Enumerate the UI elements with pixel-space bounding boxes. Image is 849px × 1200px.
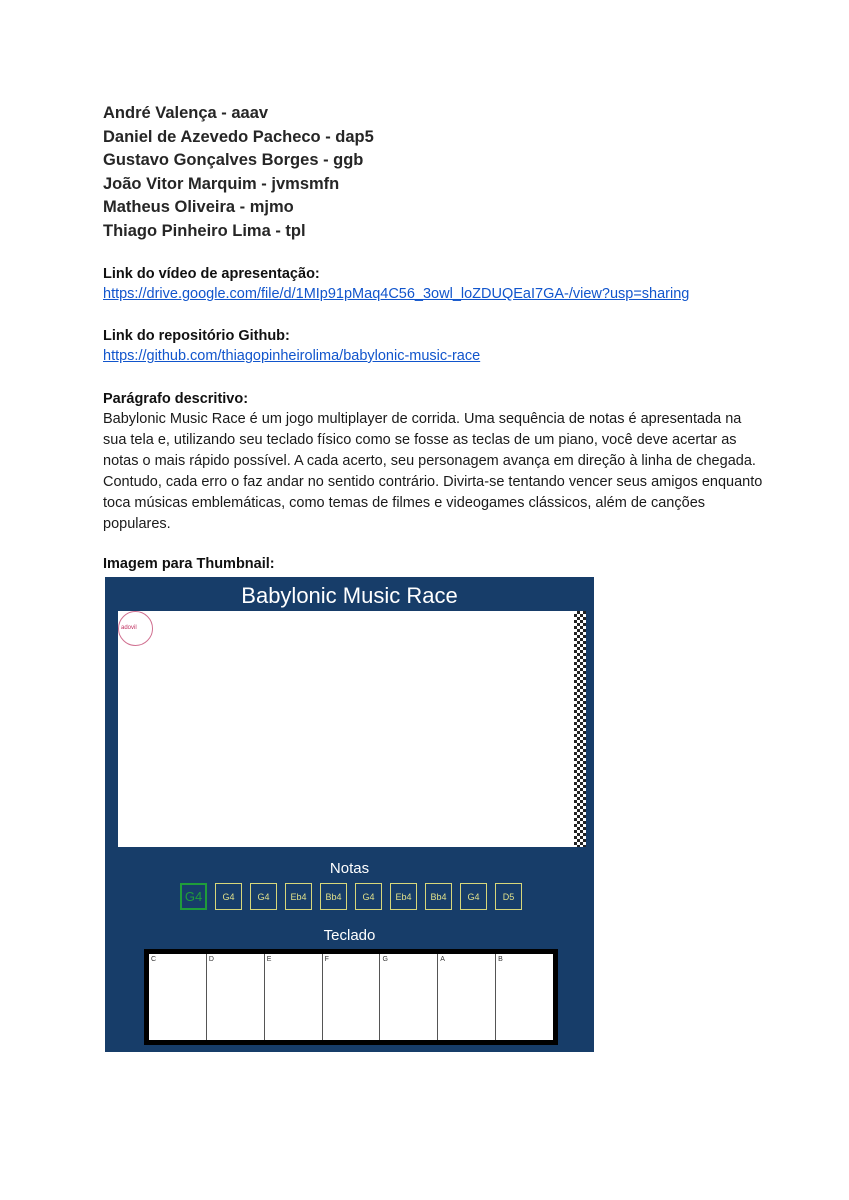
video-link[interactable]: https://drive.google.com/file/d/1MIp91pMaq4C56_3owl_loZDUQEaI7GA-/view?usp=sharing xyxy=(103,286,690,302)
piano-key-b[interactable] xyxy=(496,954,553,1040)
piano-key-label: C xyxy=(151,956,157,963)
piano-keyboard xyxy=(144,949,558,1045)
member-name: André Valença - aaav xyxy=(103,104,269,122)
piano-key-label: A xyxy=(440,956,445,963)
piano-key-a[interactable] xyxy=(438,954,496,1040)
description-paragraph: Babylonic Music Race é um jogo multiplayer de corrida. Uma sequência de notas é apresentada na sua tela e, utilizando seu teclado físico como se fosse as teclas de um piano, você deve acertar as notas o mais rápido possível. A cada acerto, seu personagem avança em direção à linha de chegada. Contudo, cada erro o faz andar no sentido contrário. Divirta-se tentando vencer seus amigos enquanto toca músicas emblemáticas, como temas de filmes e videogames clássicos, além de canções populares. xyxy=(103,411,763,532)
note: D5 xyxy=(495,883,522,910)
note: Eb4 xyxy=(390,883,417,910)
piano-key-g[interactable] xyxy=(380,954,438,1040)
piano-key-label: E xyxy=(266,956,272,963)
current-note: G4 xyxy=(180,883,207,910)
member-name: Thiago Pinheiro Lima - tpl xyxy=(103,221,306,240)
note: G4 xyxy=(355,883,382,910)
piano-key-c[interactable] xyxy=(149,954,207,1040)
thumbnail-heading: Imagem para Thumbnail: xyxy=(103,556,275,572)
member-list xyxy=(103,102,374,243)
description-section xyxy=(103,389,763,535)
member-name: Daniel de Azevedo Pacheco - dap5 xyxy=(103,127,374,146)
note: Bb4 xyxy=(425,883,452,910)
member-name: João Vitor Marquim - jvmsmfn xyxy=(103,174,340,193)
video-section xyxy=(103,264,763,304)
note: Bb4 xyxy=(320,883,347,910)
finish-line-flag-icon xyxy=(574,611,586,847)
description-heading: Parágrafo descritivo: xyxy=(103,391,249,407)
piano-key-label: D xyxy=(208,956,214,963)
thumbnail-image xyxy=(105,577,594,1052)
piano-key-d[interactable] xyxy=(207,954,265,1040)
piano-key-label: G xyxy=(382,956,388,963)
player-label: adovil xyxy=(121,625,137,631)
notes-title: Notas xyxy=(329,860,370,877)
piano-key-e[interactable] xyxy=(265,954,323,1040)
video-heading: Link do vídeo de apresentação: xyxy=(103,266,320,282)
note: G4 xyxy=(250,883,277,910)
member-name: Matheus Oliveira - mjmo xyxy=(103,198,294,216)
note: Eb4 xyxy=(285,883,312,910)
member-name: Gustavo Gonçalves Borges - ggb xyxy=(103,151,364,169)
game-title: Babylonic Music Race xyxy=(241,583,458,608)
thumbnail-section xyxy=(103,554,763,574)
repo-heading: Link do repositório Github: xyxy=(103,328,290,344)
player-avatar xyxy=(118,611,153,646)
note: G4 xyxy=(460,883,487,910)
piano-key-f[interactable] xyxy=(323,954,381,1040)
notes-row xyxy=(180,883,530,910)
race-track xyxy=(118,611,586,847)
note: G4 xyxy=(215,883,242,910)
repo-section xyxy=(103,326,763,366)
keyboard-title: Teclado xyxy=(323,927,376,944)
repo-link[interactable]: https://github.com/thiagopinheirolima/babylonic-music-race xyxy=(103,348,481,364)
piano-key-label: B xyxy=(498,956,503,963)
piano-key-label: F xyxy=(324,956,329,963)
